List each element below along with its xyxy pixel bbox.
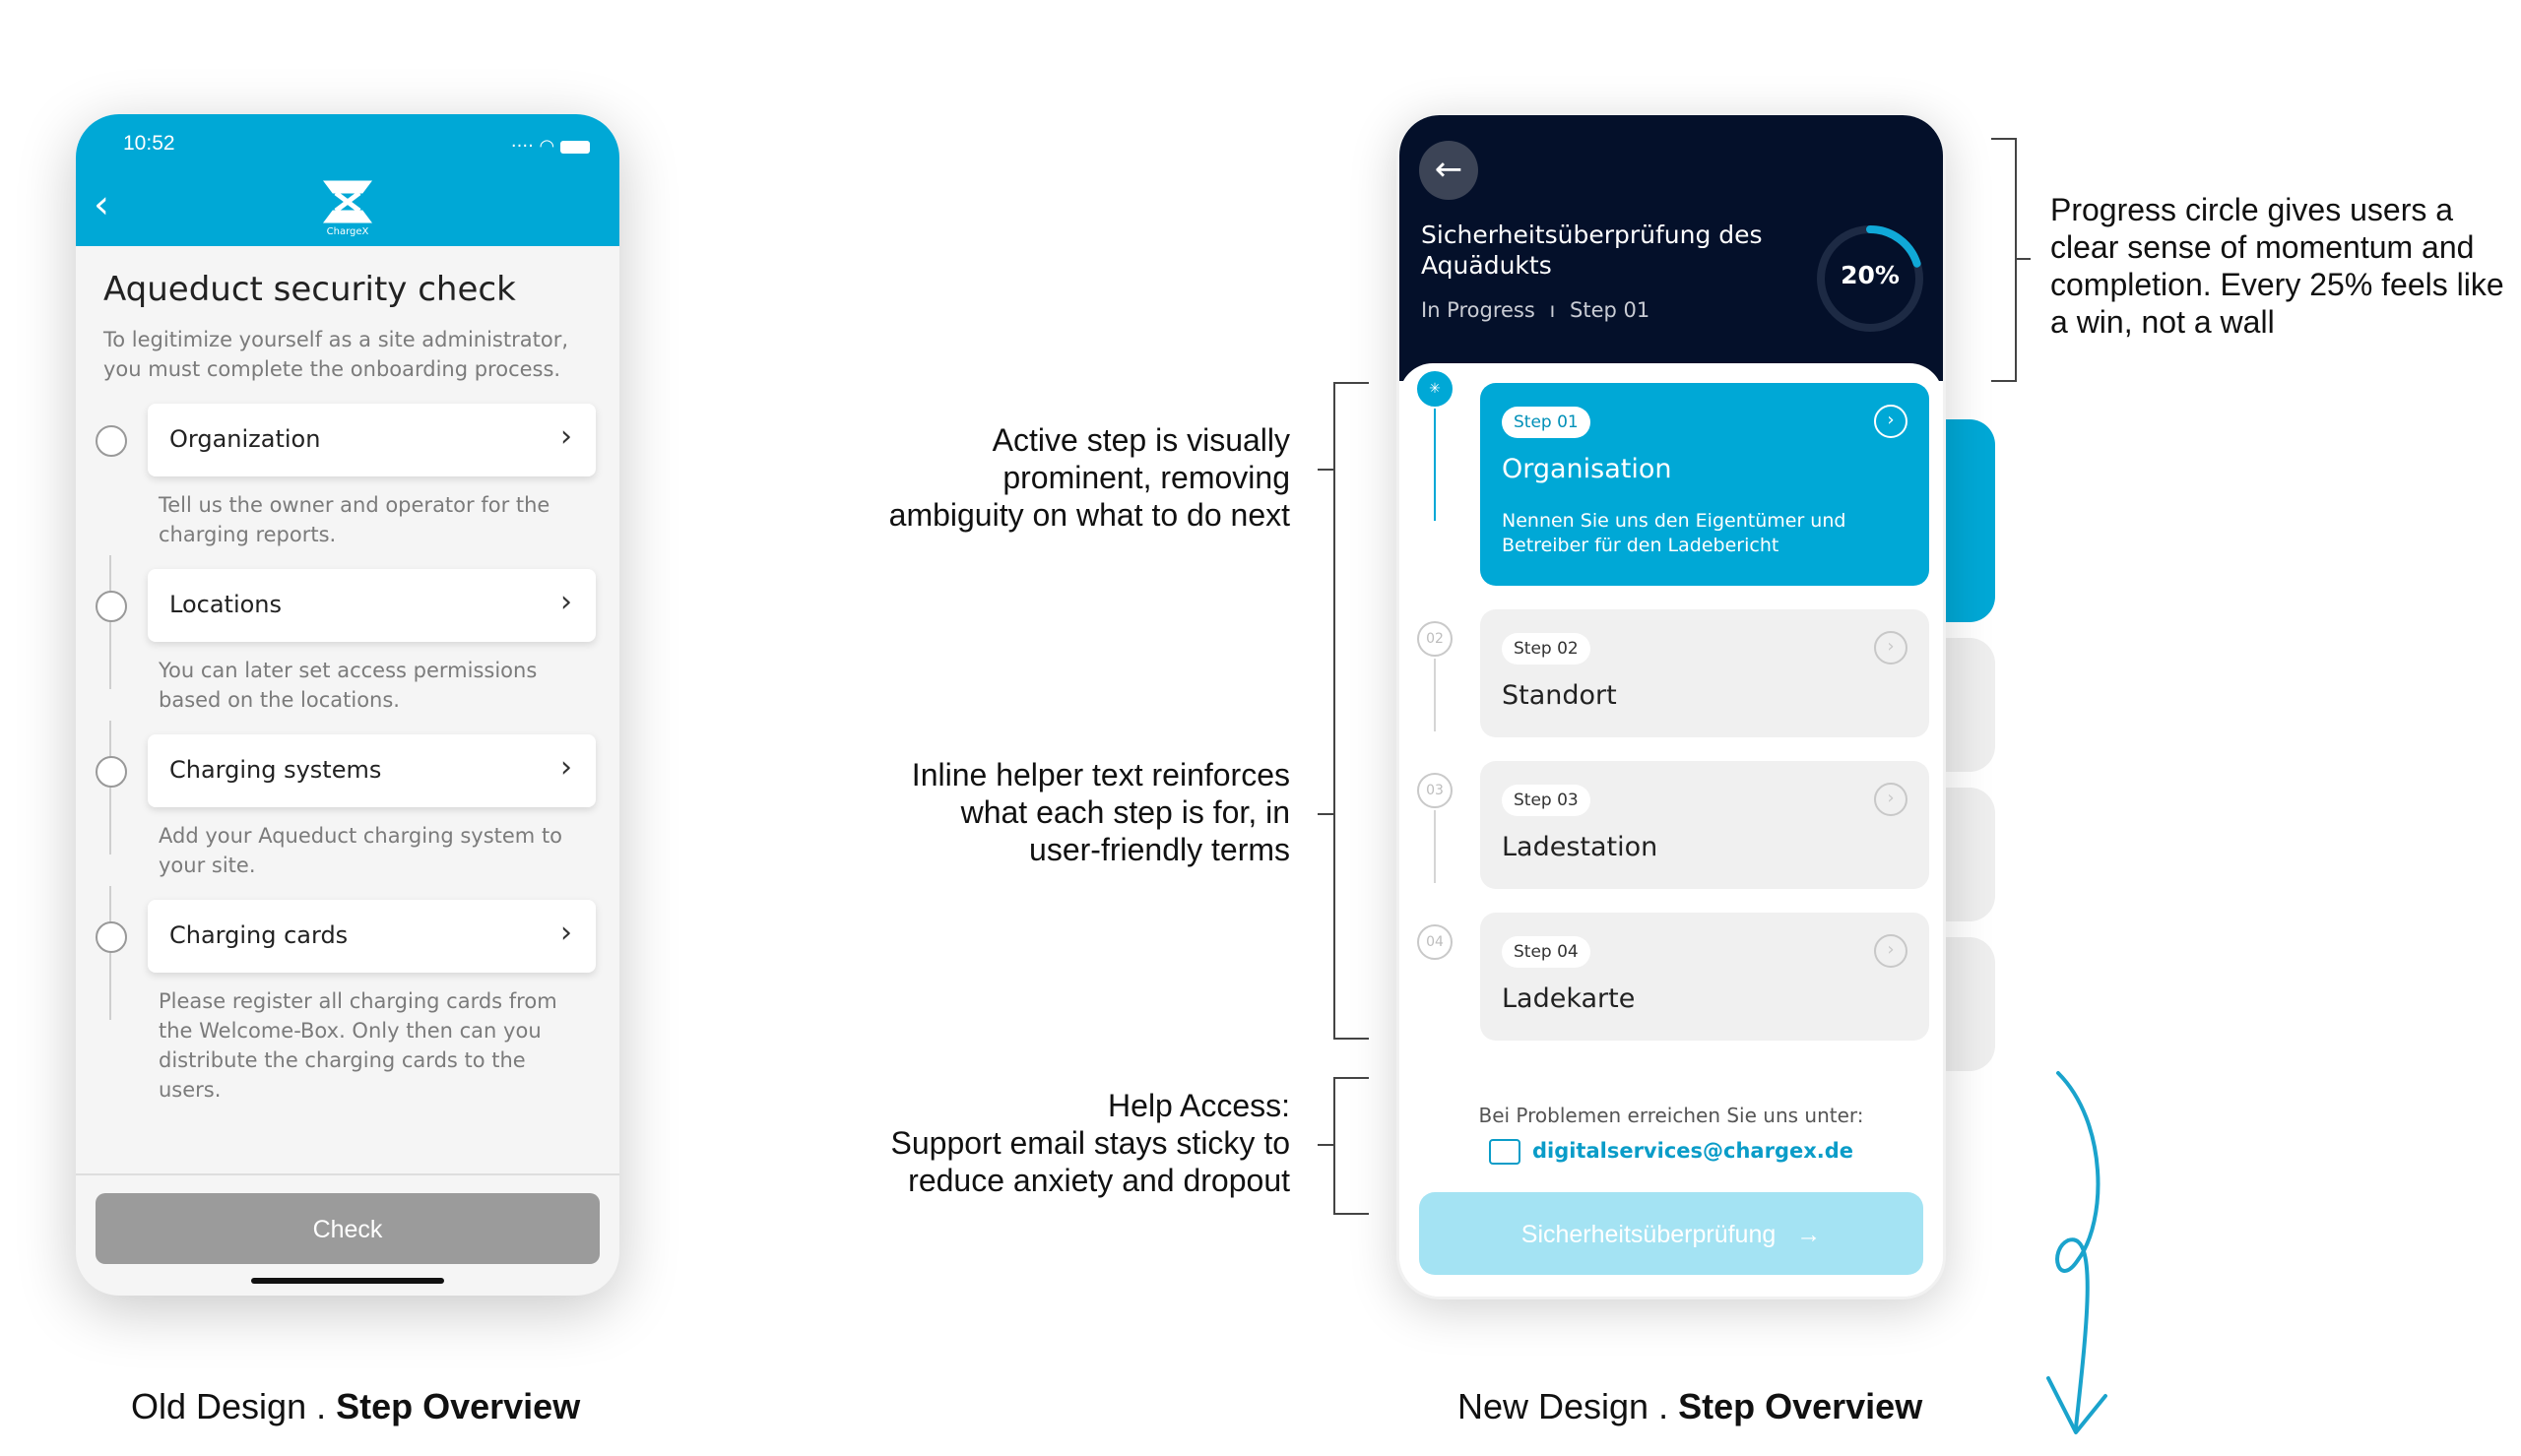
step-pill: Step 01 bbox=[1502, 407, 1590, 438]
step-pill: Step 02 bbox=[1502, 633, 1590, 665]
step-number-badge: 03 bbox=[1417, 773, 1453, 808]
step-card-organisation[interactable] bbox=[1480, 383, 1929, 586]
step-radio-locations[interactable] bbox=[96, 591, 127, 622]
annotation-line: what each step is for, in bbox=[960, 794, 1290, 830]
step-radio-charging-systems[interactable] bbox=[96, 756, 127, 788]
back-arrow-icon[interactable]: ← bbox=[1419, 141, 1478, 200]
annotation-line: prominent, removing bbox=[1002, 460, 1290, 495]
step-card-ladekarte[interactable] bbox=[1480, 913, 1929, 1041]
bracket-progress-bottom bbox=[1991, 380, 2017, 382]
support-help-text: Bei Problemen erreichen Sie uns unter: bbox=[1478, 1104, 1864, 1127]
annotation-progress bbox=[2050, 191, 2513, 341]
step-radio-charging-cards[interactable] bbox=[96, 921, 127, 953]
step-title: Standort bbox=[1502, 680, 1617, 711]
annotation-help-access bbox=[827, 1087, 1290, 1199]
step-card-charging-systems[interactable] bbox=[148, 734, 596, 807]
bracket-help-top bbox=[1333, 1077, 1369, 1079]
annotation-active-step bbox=[827, 421, 1290, 534]
step-card-ladestation[interactable] bbox=[1480, 761, 1929, 889]
chevron-right-icon: › bbox=[560, 750, 572, 785]
bracket-help-tick bbox=[1318, 1144, 1333, 1146]
page-title: Aqueduct security check bbox=[103, 270, 516, 309]
step-card-charging-cards[interactable] bbox=[148, 900, 596, 973]
step-card-standort[interactable] bbox=[1480, 609, 1929, 737]
bracket-help bbox=[1333, 1077, 1335, 1215]
step-connector bbox=[1434, 659, 1436, 731]
bracket-helper-tick bbox=[1318, 813, 1333, 815]
mail-icon bbox=[1489, 1139, 1520, 1165]
step-connector bbox=[109, 555, 111, 689]
bracket-progress-tick bbox=[2015, 258, 2031, 260]
chevron-right-icon: › bbox=[560, 419, 572, 454]
step-connector bbox=[1434, 409, 1436, 521]
step-label: Organization bbox=[169, 425, 321, 453]
old-app-header bbox=[76, 114, 619, 246]
chevron-right-circle-icon: › bbox=[1874, 783, 1907, 816]
annotation-inline-helper bbox=[827, 756, 1290, 868]
wifi-icon: ◠ bbox=[539, 136, 555, 157]
annotation-line: Progress circle gives users a bbox=[2050, 192, 2454, 227]
annotation-line: clear sense of momentum and bbox=[2050, 229, 2475, 265]
home-indicator bbox=[251, 1278, 444, 1284]
step-connector bbox=[1434, 810, 1436, 883]
footer-divider bbox=[76, 1173, 619, 1175]
status-time: 10:52 bbox=[123, 132, 175, 155]
progress-percent: 20% bbox=[1841, 261, 1900, 289]
caption-bold: Step Overview bbox=[1678, 1386, 1923, 1426]
new-design-caption bbox=[1457, 1386, 1922, 1427]
chevron-right-circle-icon: › bbox=[1874, 934, 1907, 968]
annotation-line: user-friendly terms bbox=[1029, 832, 1290, 867]
status-step: Step 01 bbox=[1570, 298, 1650, 322]
scroll-down-arrow-icon bbox=[2029, 1063, 2147, 1447]
new-design-phone bbox=[1396, 112, 1946, 1299]
brand-name: ChargeX bbox=[326, 226, 369, 237]
annotation-line: a win, not a wall bbox=[2050, 304, 2275, 340]
annotation-line: Help Access: bbox=[1108, 1088, 1290, 1123]
old-design-phone bbox=[76, 114, 619, 1296]
step-description: Nennen Sie uns den Eigentümer und Betreiber für den Ladebericht bbox=[1502, 510, 1846, 556]
bracket-steps-top bbox=[1333, 382, 1369, 384]
chargex-logo-icon bbox=[312, 179, 383, 238]
bracket-progress bbox=[2015, 138, 2017, 382]
back-chevron-icon[interactable]: ‹ bbox=[94, 182, 109, 227]
bracket-progress-top bbox=[1991, 138, 2017, 140]
step-pill: Step 03 bbox=[1502, 785, 1590, 816]
chevron-right-icon: › bbox=[560, 916, 572, 950]
caption-bold: Step Overview bbox=[336, 1386, 581, 1426]
annotation-line: reduce anxiety and dropout bbox=[908, 1163, 1290, 1198]
battery-icon bbox=[560, 141, 590, 154]
step-help-text: Add your Aqueduct charging system to your site. bbox=[159, 824, 563, 877]
step-number-badge: 02 bbox=[1417, 621, 1453, 657]
step-title: Organisation bbox=[1502, 454, 1672, 484]
arrow-right-icon: → bbox=[1796, 1221, 1822, 1248]
bracket-steps-bottom bbox=[1333, 1038, 1369, 1040]
step-label: Charging systems bbox=[169, 756, 382, 784]
status-label: In Progress bbox=[1421, 298, 1535, 322]
support-email-row[interactable] bbox=[1399, 1139, 1943, 1165]
step-connector bbox=[109, 721, 111, 855]
signal-icon: ···· bbox=[510, 136, 534, 157]
bracket-active-tick bbox=[1318, 469, 1333, 471]
caption-prefix: New Design . bbox=[1457, 1386, 1679, 1426]
step-number-badge: 04 bbox=[1417, 924, 1453, 960]
step-help-text: Tell us the owner and operator for the charging reports. bbox=[159, 493, 550, 546]
security-check-cta-button[interactable] bbox=[1419, 1192, 1923, 1275]
chevron-right-circle-icon: › bbox=[1874, 405, 1907, 438]
annotation-line: Inline helper text reinforces bbox=[911, 757, 1290, 792]
annotation-line: Support email stays sticky to bbox=[890, 1125, 1290, 1161]
progress-status: In Progress ı Step 01 bbox=[1421, 298, 1650, 322]
bracket-help-bottom bbox=[1333, 1213, 1369, 1215]
step-pill: Step 04 bbox=[1502, 936, 1590, 968]
step-connector bbox=[109, 886, 111, 1020]
step-help-text: You can later set access permissions based on the locations. bbox=[159, 659, 538, 712]
annotation-line: completion. Every 25% feels like bbox=[2050, 267, 2504, 302]
step-help-text: Please register all charging cards from the Welcome-Box. Only then can you distribute the charging cards to the users. bbox=[159, 989, 557, 1102]
old-design-caption bbox=[131, 1386, 580, 1427]
step-label: Charging cards bbox=[169, 921, 349, 949]
step-title: Ladekarte bbox=[1502, 983, 1636, 1014]
chevron-right-icon: › bbox=[560, 585, 572, 619]
step-card-locations[interactable] bbox=[148, 569, 596, 642]
support-email-link[interactable]: digitalservices@chargex.de bbox=[1531, 1139, 1854, 1163]
bracket-steps bbox=[1333, 382, 1335, 1040]
step-title: Ladestation bbox=[1502, 832, 1658, 862]
status-icons bbox=[511, 136, 590, 157]
new-app-header bbox=[1399, 115, 1943, 381]
page-subtitle: To legitimize yourself as a site administrator, you must complete the onboarding process. bbox=[103, 328, 568, 381]
step-label: Locations bbox=[169, 591, 283, 618]
cta-label: Sicherheitsüberprüfung bbox=[1520, 1221, 1777, 1248]
check-button[interactable]: Check bbox=[96, 1193, 600, 1264]
chevron-right-circle-icon: › bbox=[1874, 631, 1907, 665]
annotation-line: ambiguity on what to do next bbox=[888, 497, 1290, 533]
caption-prefix: Old Design . bbox=[131, 1386, 337, 1426]
step-card-organization[interactable] bbox=[148, 404, 596, 476]
active-step-indicator-icon: ✳ bbox=[1417, 371, 1453, 407]
page-title: Sicherheitsüberprüfung des Aquädukts bbox=[1421, 221, 1763, 280]
annotation-line: Active step is visually bbox=[992, 422, 1290, 458]
step-radio-organization[interactable] bbox=[96, 425, 127, 457]
